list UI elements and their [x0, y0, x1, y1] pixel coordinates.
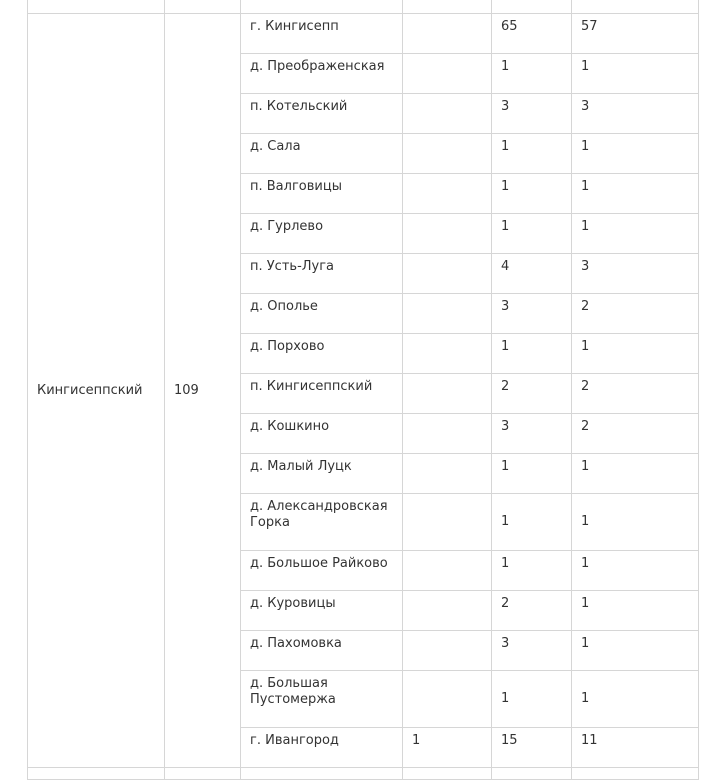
count-col-1-cell: [403, 671, 492, 728]
count-col-1-cell: [403, 174, 492, 214]
count-col-1-cell: [403, 414, 492, 454]
table-row-previous: [28, 0, 699, 14]
count-col-2-cell: 1: [492, 551, 572, 591]
settlement-name-cell: д. Куровицы: [241, 591, 403, 631]
count-col-2-cell: 4: [492, 254, 572, 294]
count-col-2-cell: 3: [492, 414, 572, 454]
count-col-3-cell: 11: [572, 728, 699, 768]
count-col-3-cell: 1: [572, 134, 699, 174]
count-col-2-cell: 3: [492, 631, 572, 671]
count-col-2-cell: 1: [492, 174, 572, 214]
table-row: [28, 14, 699, 54]
settlement-name-cell: д. Большая Пустомержа: [241, 671, 403, 728]
table-cell: [241, 0, 403, 14]
table-cell: [403, 0, 492, 14]
settlement-name-cell: д. Преображенская: [241, 54, 403, 94]
count-col-2-cell: 1: [492, 494, 572, 551]
count-col-1-cell: [403, 454, 492, 494]
count-col-3-cell: 1: [572, 214, 699, 254]
count-col-2-cell: 3: [492, 294, 572, 334]
settlement-name-cell: п. Кингисеппский: [241, 374, 403, 414]
district-total-cell: 109: [165, 14, 241, 768]
count-col-2-cell: 1: [492, 214, 572, 254]
count-col-1-cell: [403, 254, 492, 294]
settlement-name-cell: п. Усть-Луга: [241, 254, 403, 294]
count-col-2-cell: 15: [492, 728, 572, 768]
count-col-1-cell: [403, 494, 492, 551]
settlement-name-cell: д. Порхово: [241, 334, 403, 374]
count-col-2-cell: 2: [492, 591, 572, 631]
table-cell: [28, 0, 165, 14]
count-col-3-cell: 1: [572, 54, 699, 94]
table-cell: [165, 0, 241, 14]
settlement-name-cell: д. Кошкино: [241, 414, 403, 454]
count-col-1-cell: [403, 551, 492, 591]
count-col-2-cell: 1: [492, 334, 572, 374]
count-col-2-cell: 2: [492, 374, 572, 414]
settlement-name-cell: п. Валговицы: [241, 174, 403, 214]
settlement-name-cell: д. Пахомовка: [241, 631, 403, 671]
settlement-name-cell: г. Ивангород: [241, 728, 403, 768]
count-col-1-cell: [403, 14, 492, 54]
settlement-name-cell: д. Гурлево: [241, 214, 403, 254]
count-col-3-cell: 1: [572, 671, 699, 728]
count-col-2-cell: 65: [492, 14, 572, 54]
table-cell: [572, 0, 699, 14]
count-col-1-cell: [403, 631, 492, 671]
settlement-name-cell: д. Ополье: [241, 294, 403, 334]
count-col-2-cell: 1: [492, 454, 572, 494]
count-col-3-cell: 3: [572, 254, 699, 294]
settlement-name-cell: п. Котельский: [241, 94, 403, 134]
count-col-3-cell: 3: [572, 94, 699, 134]
count-col-3-cell: 1: [572, 494, 699, 551]
count-col-1-cell: [403, 214, 492, 254]
count-col-3-cell: 57: [572, 14, 699, 54]
count-col-3-cell: 1: [572, 591, 699, 631]
count-col-3-cell: 2: [572, 294, 699, 334]
count-col-1-cell: [403, 54, 492, 94]
count-col-3-cell: 2: [572, 414, 699, 454]
count-col-1-cell: [403, 134, 492, 174]
count-col-3-cell: 1: [572, 551, 699, 591]
count-col-2-cell: 1: [492, 671, 572, 728]
count-col-1-cell: 1: [403, 728, 492, 768]
settlement-name-cell: г. Кингисепп: [241, 14, 403, 54]
settlement-name-cell: д. Малый Луцк: [241, 454, 403, 494]
count-col-3-cell: 1: [572, 174, 699, 214]
count-col-2-cell: 3: [492, 94, 572, 134]
count-col-3-cell: 1: [572, 334, 699, 374]
count-col-3-cell: 1: [572, 631, 699, 671]
settlements-table: [27, 0, 699, 780]
count-col-3-cell: 2: [572, 374, 699, 414]
table-cell: [492, 0, 572, 14]
district-name-cell: Кингисеппский: [28, 14, 165, 768]
count-col-1-cell: [403, 374, 492, 414]
count-col-2-cell: 1: [492, 134, 572, 174]
settlement-name-cell: д. Большое Райково: [241, 551, 403, 591]
settlement-name-cell: д. Сала: [241, 134, 403, 174]
count-col-1-cell: [403, 94, 492, 134]
count-col-3-cell: 1: [572, 454, 699, 494]
count-col-1-cell: [403, 294, 492, 334]
count-col-1-cell: [403, 334, 492, 374]
count-col-2-cell: 1: [492, 54, 572, 94]
count-col-1-cell: [403, 591, 492, 631]
settlement-name-cell: д. Александровская Горка: [241, 494, 403, 551]
